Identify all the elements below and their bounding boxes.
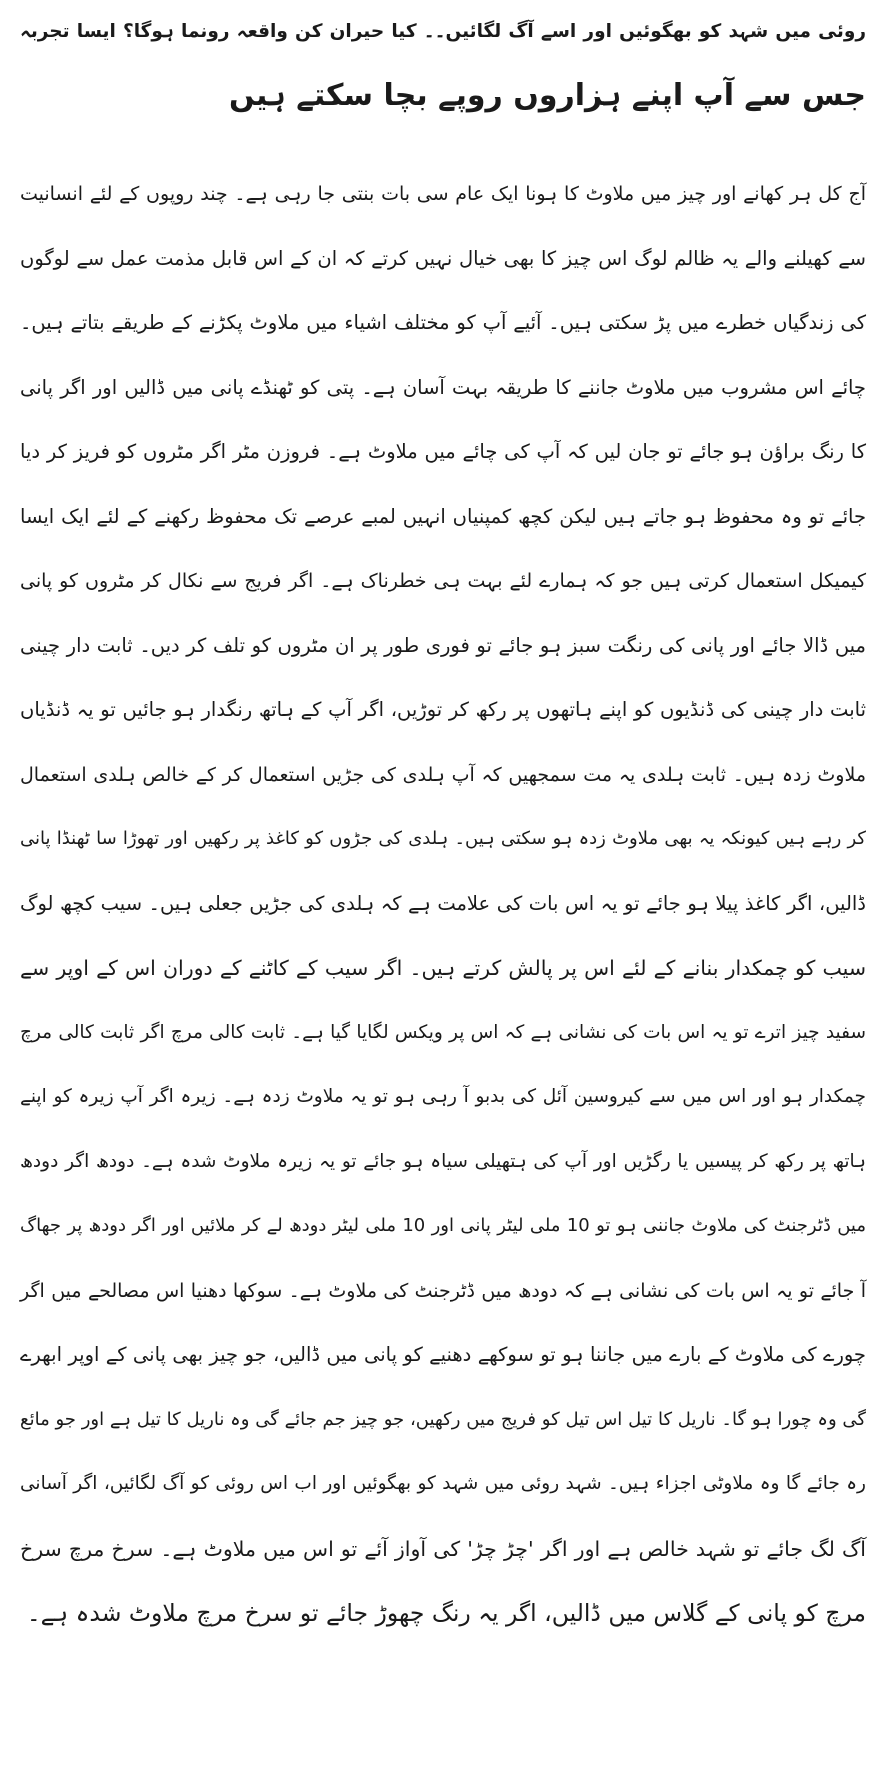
body-line: مرچ کو پانی کے گلاس میں ڈالیں، اگر یہ رنگ چھوڑ جائے تو سرخ مرچ ملاوٹ شدہ ہے۔ (26, 1599, 866, 1627)
body-line: ڈالیں، اگر کاغذ پیلا ہو جائے تو یہ اس بات کی علامت ہے کہ ہلدی کی جڑیں جعلی ہیں۔ سیب کچھ لوگ (20, 891, 866, 915)
body-line: رہ جائے گا وہ ملاوٹی اجزاء ہیں۔ شہد روئی میں شہد کو بھگوئیں اور اب اس روئی کو آگ لگائیں، اگر آسانی (20, 1473, 866, 1494)
body-line: میں ڈالا جائے اور پانی کی رنگت سبز ہو جائے تو فوری طور پر ان مٹروں کو تلف کر دیں۔ ثابت دار چینی (20, 633, 866, 657)
headline-line: جس سے آپ اپنے ہزاروں روپے بچا سکتے ہیں (228, 78, 866, 113)
body-line: ملاوٹ زدہ ہیں۔ ثابت ہلدی یہ مت سمجھیں کہ آپ ہلدی کی جڑیں استعمال کر کے خالص ہلدی استعمال (20, 763, 866, 786)
body-line: کیمیکل استعمال کرتی ہیں جو کہ ہمارے لئے بہت ہی خطرناک ہے۔ اگر فریج سے نکال کر مٹروں کو پانی (20, 570, 866, 592)
body-line: چمکدار ہو اور اس میں سے کیروسین آئل کی بدبو آ رہی ہو تو یہ ملاوٹ زدہ ہے۔ زیرہ اگر آپ زیرہ کو اپنے (20, 1086, 866, 1107)
body-line: ثابت دار چینی کی ڈنڈیوں کو اپنے ہاتھوں پر رکھ کر توڑیں، اگر آپ کے ہاتھ رنگدار ہو جائیں تو یہ ڈنڈیاں (20, 698, 866, 721)
body-line: میں ڈٹرجنٹ کی ملاوٹ جاننی ہو تو 10 ملی لیٹر پانی اور 10 ملی لیٹر دودھ لے کر ملائیں اور اگر دودھ پر جھاگ (20, 1215, 866, 1236)
headline-line: روئی میں شہد کو بھگوئیں اور اسے آگ لگائیں۔۔ کیا حیران کن واقعہ رونما ہوگا؟ ایسا تجربہ (20, 21, 866, 42)
body-line: جائے تو وہ محفوظ ہو جاتے ہیں لیکن کچھ کمپنیاں انہیں لمبے عرصے تک محفوظ رکھنے کے لئے ایک ایسا (20, 504, 867, 528)
body-line: آج کل ہر کھانے اور چیز میں ملاوٹ کا ہونا ایک عام سی بات بنتی جا رہی ہے۔ چند روپوں کے لئے انسانیت (20, 183, 866, 205)
body-line: آ جائے تو یہ اس بات کی نشانی ہے کہ دودھ میں ڈٹرجنٹ کی ملاوٹ ہے۔ سوکھا دھنیا اس مصالحے میں اگر (20, 1279, 866, 1302)
article-headline (0, 0, 876, 128)
body-line: سے کھیلنے والے یہ ظالم لوگ اس چیز کا بھی خیال نہیں کرتے کہ ان کے اس قابل مذمت عمل سے لوگوں (20, 246, 866, 270)
body-line: سفید چیز اترے تو یہ اس بات کی نشانی ہے کہ اس پر ویکس لگایا گیا ہے۔ ثابت کالی مرچ اگر ثابت کالی مرچ (20, 1021, 866, 1043)
body-line: سیب کو چمکدار بنانے کے لئے اس پر پالش کرتے ہیں۔ اگر سیب کے کاٹنے کے دوران اس کے اوپر سے (20, 956, 866, 980)
body-line: چائے اس مشروب میں ملاوٹ جاننے کا طریقہ بہت آسان ہے۔ پتی کو ٹھنڈے پانی میں ڈالیں اور اگر پانی (20, 375, 866, 399)
body-line: کر رہے ہیں کیونکہ یہ بھی ملاوٹ زدہ ہو سکتی ہیں۔ ہلدی کی جڑوں کو کاغذ پر رکھیں اور تھوڑا سا ٹھنڈا پانی (20, 828, 866, 849)
body-line: آگ لگ جائے تو شہد خالص ہے اور اگر 'چڑ چڑ' کی آواز آئے تو اس میں ملاوٹ ہے۔ سرخ مرچ سرخ (20, 1536, 866, 1561)
body-line: ہاتھ پر رکھ کر پیسیں یا رگڑیں اور آپ کی ہتھیلی سیاہ ہو جائے تو یہ زیرہ ملاوٹ شدہ ہے۔ دودھ اگر دودھ (20, 1150, 866, 1172)
body-line: چورے کی ملاوٹ کے بارے میں جاننا ہو تو سوکھے دھنیے کو پانی میں ڈالیں، جو چیز بھی پانی کے اوپر ابھرے (20, 1343, 866, 1366)
body-line: گی وہ چورا ہو گا۔ ناریل کا تیل اس تیل کو فریج میں رکھیں، جو چیز جم جائے گی وہ ناریل کا تیل ہے اور جو مائع (20, 1408, 866, 1430)
article-body (0, 162, 876, 1646)
body-line: کا رنگ براؤن ہو جائے تو جان لیں کہ آپ کی چائے میں ملاوٹ ہے۔ فروزن مٹر اگر مٹروں کو فریز کر دیا (20, 440, 866, 463)
body-line: کی زندگیاں خطرے میں پڑ سکتی ہیں۔ آئیے آپ کو مختلف اشیاء میں ملاوٹ پکڑنے کے طریقے بتاتے ہیں۔ (20, 311, 866, 334)
